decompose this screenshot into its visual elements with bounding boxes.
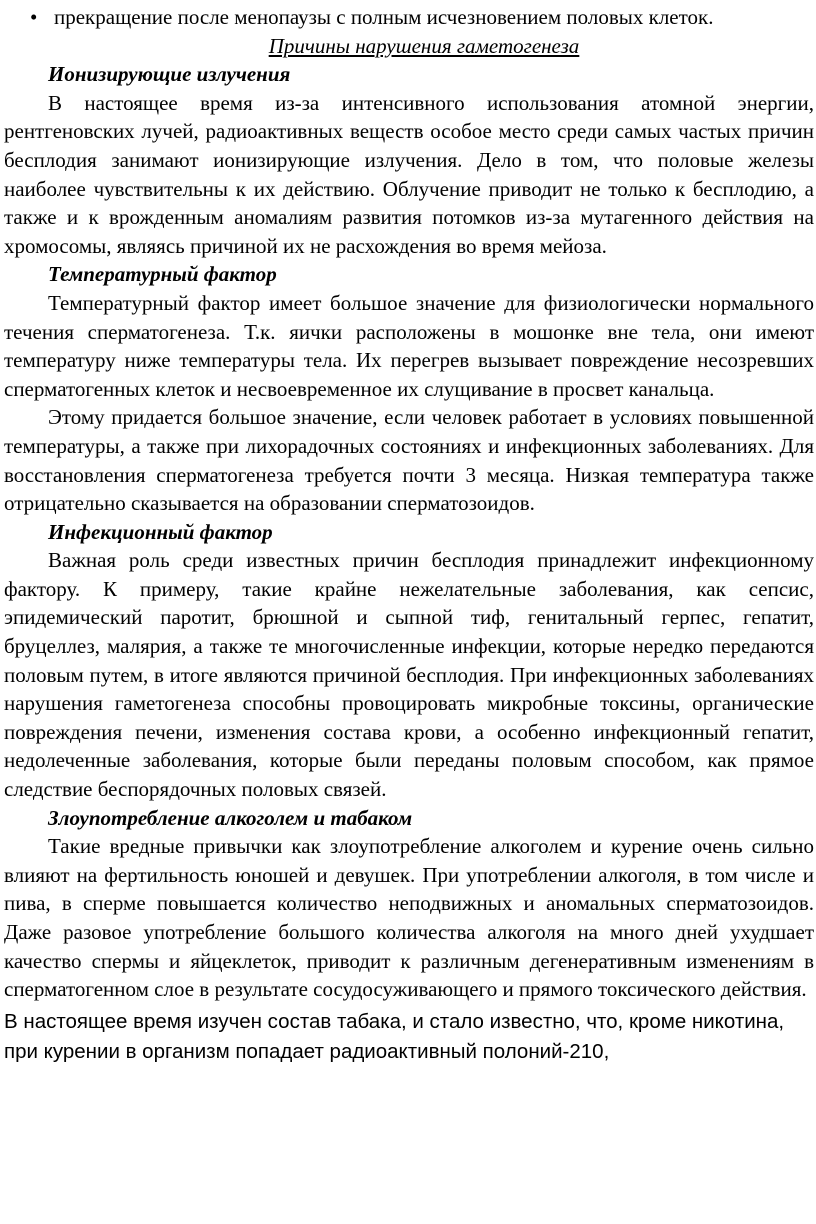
heading-alcohol-tobacco: Злоупотребление алкоголем и табаком <box>48 805 413 830</box>
section-title: Причины нарушения гаметогенеза <box>268 33 580 58</box>
paragraph-alcohol-tobacco: Такие вредные привычки как злоупотребление алкоголем и курение очень сильно влияют на фертильность юношей и девушек. При употреблении алкоголя, в том числе и пива, в сперме повышается количество неподвижных и аномальных сперматозоидов. Даже разовое употребление большого количества алкоголя на много дней ухудшает качество спермы и яйцеклеток, приводит к различным дегенеративным изменениям в сперматогенном слое в результате сосудосуживающего и прямого токсического действия. <box>4 834 814 1002</box>
bullet-item-text: прекращение после менопаузы с полным исчезновением половых клеток. <box>54 5 714 29</box>
heading-infection-factor: Инфекционный фактор <box>48 519 273 544</box>
bullet-item <box>4 3 814 32</box>
paragraph-temperature-factor-2: Этому придается большое значение, если человек работает в условиях повышенной температуры, а также при лихорадочных состояниях и инфекционных заболеваниях. Для восстановления сперматогенеза требуется почти 3 месяца. Низкая температура также отрицательно сказывается на образовании сперматозоидов. <box>4 405 814 516</box>
paragraph-infection-factor: Важная роль среди известных причин бесплодия принадлежит инфекционному фактору. К примеру, такие крайне нежелательные заболевания, как сепсис, эпидемический паротит, брюшной и сыпной тиф, генитальный герпес, гепатит, бруцеллез, малярия, а также те многочисленные инфекции, которые нередко передаются половым путем, в итоге являются причиной бесплодия. При инфекционных заболеваниях нарушения гаметогенеза способны провоцировать микробные токсины, органические повреждения печени, изменения состава крови, а особенно инфекционный гепатит, недолеченные заболевания, которые были переданы половым способом, как прямое следствие беспорядочных половых связей. <box>4 548 814 802</box>
paragraph-ionizing-radiation: В настоящее время из-за интенсивного использования атомной энергии, рентгеновских лучей, радиоактивных веществ особое место среди самых частых причин бесплодия занимают ионизирующие излучения. Дело в том, что половые железы наиболее чувствительны к их действию. Облучение приводит не только к бесплодию, а также и к врожденным аномалиям развития потомков из-за мутагенного действия на хромосомы, являясь причиной их не расхождения во время мейоза. <box>4 90 814 258</box>
heading-ionizing-radiation: Ионизирующие излучения <box>48 62 291 87</box>
paragraph-temperature-factor-1: Температурный фактор имеет большое значение для физиологически нормального течения сперматогенеза. Т.к. яички расположены в мошонке вне тела, они имеют температуру ниже температуры тела. Их перегрев вызывает повреждение несозревших сперматогенных клеток и несвоевременное их слущивание в просвет канальца. <box>4 290 814 401</box>
paragraph-tobacco-composition: В настоящее время изучен состав табака, и стало известно, что, кроме никотина, при курении в организм попадает радиоактивный полоний-210, <box>4 1009 785 1063</box>
bullet-icon: • <box>30 5 38 29</box>
heading-temperature-factor: Температурный фактор <box>48 262 277 287</box>
